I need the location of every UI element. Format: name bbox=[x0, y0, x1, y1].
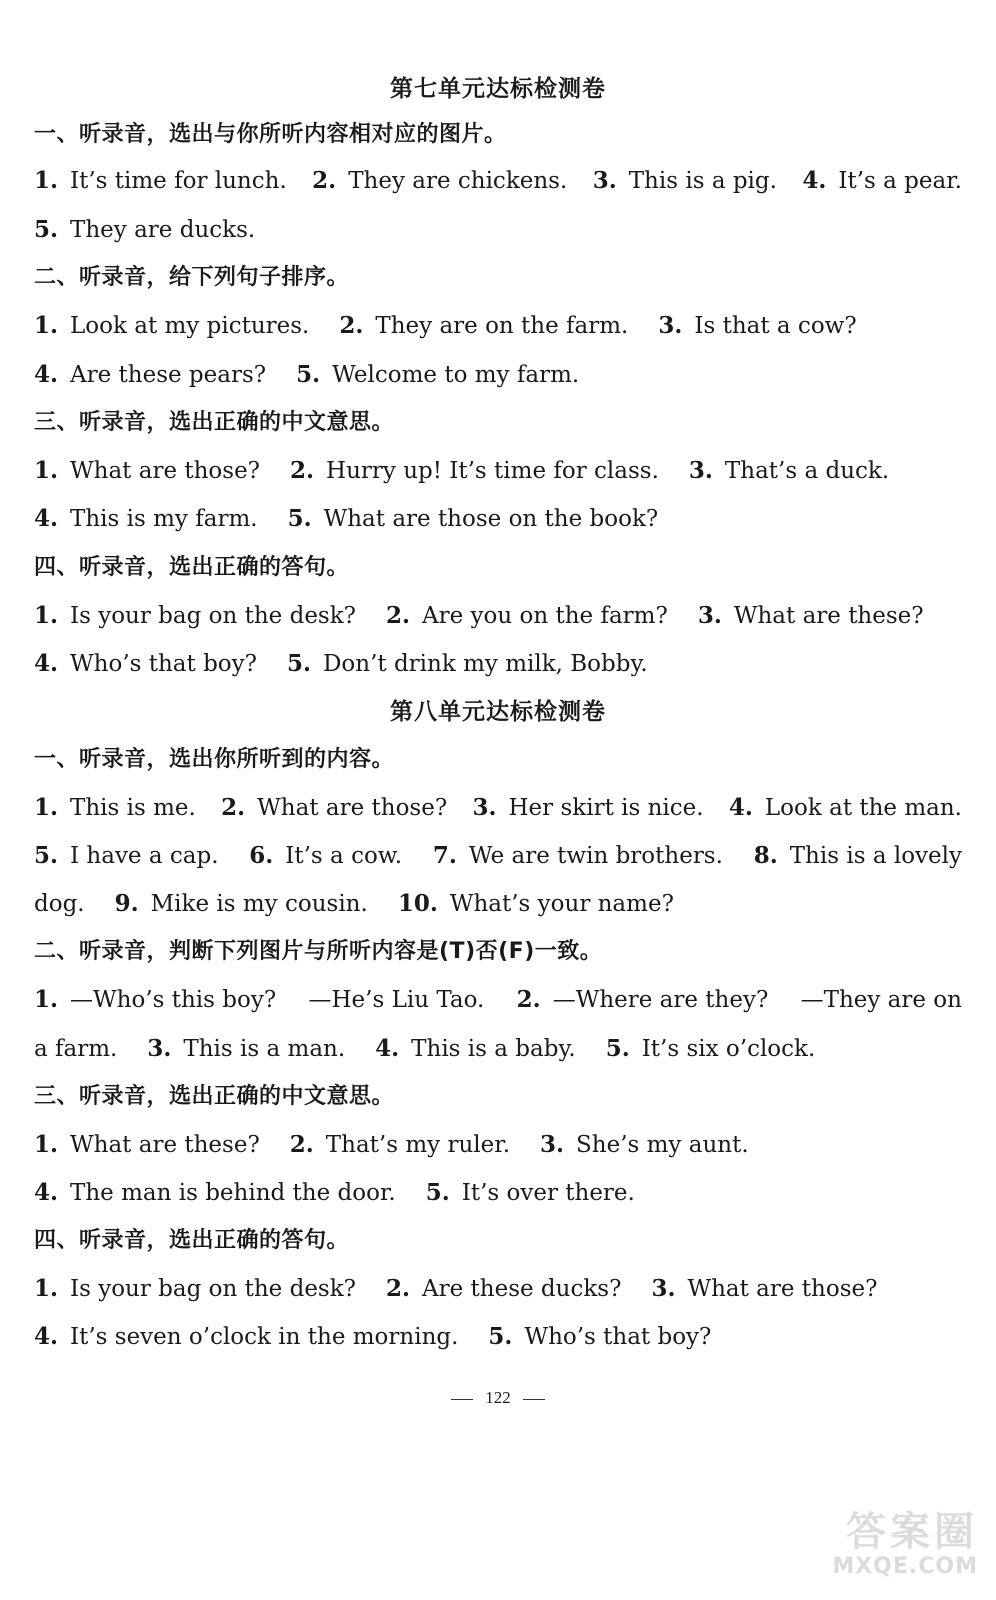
question-text: This is a pig. bbox=[628, 168, 777, 194]
question-item bbox=[34, 601, 356, 631]
u7-s2-line-2 bbox=[34, 360, 962, 390]
question-number: 5. bbox=[488, 1323, 513, 1350]
question-text: Don’t drink my milk, Bobby. bbox=[322, 651, 648, 677]
question-text: Are these pears? bbox=[70, 362, 267, 388]
question-text: This is a man. bbox=[183, 1036, 346, 1062]
question-item bbox=[34, 1130, 260, 1160]
question-text: They are ducks. bbox=[70, 217, 256, 243]
u7-s2-line-1 bbox=[34, 311, 962, 341]
u7-s4-line-1 bbox=[34, 601, 962, 631]
page-number-right-dash bbox=[523, 1399, 545, 1400]
question-text: —Who’s this boy? bbox=[70, 987, 277, 1013]
question-text: It’s seven o’clock in the morning. bbox=[70, 1324, 459, 1350]
question-text: What are those? bbox=[70, 458, 261, 484]
u8-s2-line-1 bbox=[34, 985, 962, 1015]
page-number bbox=[0, 1386, 996, 1410]
question-item bbox=[398, 889, 674, 919]
question-text: She’s my aunt. bbox=[576, 1132, 749, 1158]
question-number: 4. bbox=[728, 794, 753, 821]
question-text: I have a cap. bbox=[70, 843, 219, 869]
question-item bbox=[339, 311, 628, 341]
watermark-bottom-text: MXQE.COM bbox=[832, 1554, 978, 1579]
question-text: What are those? bbox=[687, 1276, 878, 1302]
question-text: Is that a cow? bbox=[694, 313, 857, 339]
question-text: Hurry up! It’s time for class. bbox=[326, 458, 659, 484]
question-text: Is your bag on the desk? bbox=[70, 1276, 356, 1302]
u7-section-1-heading: 一、听录音，选出与你所听内容相对应的图片。 bbox=[34, 122, 507, 147]
u7-s1-line-2 bbox=[34, 215, 962, 245]
question-text: —He’s Liu Tao. bbox=[308, 987, 485, 1013]
u8-s3-line-2 bbox=[34, 1178, 962, 1208]
question-item bbox=[698, 601, 924, 631]
question-number: 2. bbox=[312, 167, 337, 194]
question-text: Mike is my cousin. bbox=[150, 891, 368, 917]
question-text: What are those? bbox=[257, 795, 448, 821]
question-item bbox=[34, 456, 260, 486]
question-number: 4. bbox=[802, 167, 827, 194]
question-item bbox=[34, 841, 219, 871]
question-text: What are these? bbox=[733, 603, 924, 629]
question-item bbox=[287, 649, 648, 679]
question-number: 4. bbox=[375, 1035, 400, 1062]
question-text: —Where are they? bbox=[552, 987, 769, 1013]
watermark-logo bbox=[768, 1510, 978, 1590]
question-text: This is a baby. bbox=[411, 1036, 576, 1062]
question-item bbox=[34, 649, 257, 679]
question-number: 4. bbox=[34, 505, 59, 532]
question-item bbox=[658, 311, 856, 341]
unit-7-title: 第七单元达标检测卷 bbox=[390, 76, 606, 102]
watermark-top-text: 答案圈 bbox=[846, 1509, 978, 1555]
question-item bbox=[115, 889, 368, 919]
question-item bbox=[34, 311, 309, 341]
question-item bbox=[34, 166, 287, 196]
question-text: dog. bbox=[34, 891, 85, 917]
u8-section-1-heading: 一、听录音，选出你所听到的内容。 bbox=[34, 747, 395, 772]
question-number: 5. bbox=[296, 361, 321, 388]
question-number: 1. bbox=[34, 602, 59, 629]
question-item bbox=[689, 456, 889, 486]
question-text: What’s your name? bbox=[449, 891, 674, 917]
question-item bbox=[593, 166, 777, 196]
question-number: 1. bbox=[34, 167, 59, 194]
question-item bbox=[433, 841, 723, 871]
question-item bbox=[386, 1274, 621, 1304]
question-number: 2. bbox=[339, 312, 364, 339]
question-number: 7. bbox=[432, 842, 457, 869]
u7-s4-line-2 bbox=[34, 649, 962, 679]
u7-s3-line-2 bbox=[34, 504, 962, 534]
question-item bbox=[308, 985, 484, 1015]
question-number: 2. bbox=[221, 794, 246, 821]
question-number: 1. bbox=[34, 457, 59, 484]
u7-section-4-heading: 四、听录音，选出正确的答句。 bbox=[34, 555, 350, 580]
question-number: 4. bbox=[34, 1179, 59, 1206]
question-text: Is your bag on the desk? bbox=[70, 603, 356, 629]
question-text: It’s over there. bbox=[461, 1180, 635, 1206]
question-number: 2. bbox=[290, 457, 315, 484]
u8-section-3-heading: 三、听录音，选出正确的中文意思。 bbox=[34, 1084, 395, 1109]
question-text: We are twin brothers. bbox=[468, 843, 723, 869]
question-text: Are these ducks? bbox=[422, 1276, 622, 1302]
question-item bbox=[34, 1322, 458, 1352]
question-item bbox=[375, 1034, 576, 1064]
question-number: 2. bbox=[516, 986, 541, 1013]
question-item bbox=[290, 1130, 510, 1160]
question-text: —They are on bbox=[800, 987, 962, 1013]
question-number: 2. bbox=[289, 1131, 314, 1158]
question-number: 9. bbox=[114, 890, 139, 917]
u7-s3-line-1 bbox=[34, 456, 962, 486]
question-text: It’s a pear. bbox=[838, 168, 962, 194]
question-number: 3. bbox=[472, 794, 497, 821]
question-item bbox=[472, 793, 703, 823]
question-number: 2. bbox=[386, 602, 411, 629]
question-item bbox=[801, 985, 962, 1015]
question-item bbox=[754, 841, 962, 871]
question-number: 5. bbox=[34, 216, 59, 243]
question-text: They are on the farm. bbox=[375, 313, 629, 339]
question-text: That’s a duck. bbox=[724, 458, 890, 484]
question-text: Her skirt is nice. bbox=[508, 795, 704, 821]
question-item bbox=[249, 841, 402, 871]
question-text: Who’s that boy? bbox=[70, 651, 257, 677]
question-item bbox=[34, 1274, 356, 1304]
question-item bbox=[729, 793, 962, 823]
question-number: 3. bbox=[697, 602, 722, 629]
question-number: 5. bbox=[34, 842, 59, 869]
question-number: 3. bbox=[651, 1275, 676, 1302]
question-item bbox=[34, 1034, 117, 1064]
question-item bbox=[651, 1274, 877, 1304]
question-text: What are those on the book? bbox=[323, 506, 659, 532]
u8-s4-line-2 bbox=[34, 1322, 962, 1352]
question-number: 3. bbox=[592, 167, 617, 194]
u7-section-2-heading: 二、听录音，给下列句子排序。 bbox=[34, 265, 350, 290]
question-item bbox=[488, 1322, 711, 1352]
question-number: 5. bbox=[286, 650, 311, 677]
question-item bbox=[34, 215, 255, 245]
question-item bbox=[34, 793, 196, 823]
question-number: 1. bbox=[34, 1275, 59, 1302]
page-number-left-dash bbox=[451, 1399, 473, 1400]
question-item bbox=[34, 1178, 396, 1208]
unit-8-title: 第八单元达标检测卷 bbox=[390, 699, 606, 725]
question-number: 3. bbox=[688, 457, 713, 484]
question-item bbox=[802, 166, 962, 196]
question-item bbox=[517, 985, 769, 1015]
question-number: 5. bbox=[287, 505, 312, 532]
u8-s4-line-1 bbox=[34, 1274, 962, 1304]
question-number: 4. bbox=[34, 650, 59, 677]
question-number: 1. bbox=[34, 1131, 59, 1158]
u8-section-2-heading: 二、听录音，判断下列图片与所听内容是(T)否(F)一致。 bbox=[34, 939, 603, 964]
question-text: This is my farm. bbox=[70, 506, 258, 532]
question-number: 5. bbox=[605, 1035, 630, 1062]
u7-s1-line-1 bbox=[34, 166, 962, 196]
question-number: 6. bbox=[249, 842, 274, 869]
question-text: This is me. bbox=[70, 795, 196, 821]
u7-section-3-heading: 三、听录音，选出正确的中文意思。 bbox=[34, 410, 395, 435]
question-text: Welcome to my farm. bbox=[332, 362, 580, 388]
question-item bbox=[290, 456, 659, 486]
question-text: That’s my ruler. bbox=[325, 1132, 510, 1158]
question-number: 4. bbox=[34, 1323, 59, 1350]
question-item bbox=[34, 889, 85, 919]
u8-s1-line-2 bbox=[34, 841, 962, 871]
question-text: It’s six o’clock. bbox=[641, 1036, 816, 1062]
question-item bbox=[34, 985, 276, 1015]
question-number: 8. bbox=[753, 842, 778, 869]
question-text: Look at my pictures. bbox=[70, 313, 310, 339]
question-text: a farm. bbox=[34, 1036, 118, 1062]
question-text: It’s time for lunch. bbox=[70, 168, 287, 194]
question-item bbox=[288, 504, 659, 534]
question-text: What are these? bbox=[70, 1132, 260, 1158]
question-number: 3. bbox=[540, 1131, 565, 1158]
question-number: 4. bbox=[34, 361, 59, 388]
page-number-value: 122 bbox=[485, 1388, 511, 1407]
question-item bbox=[386, 601, 668, 631]
question-item bbox=[540, 1130, 749, 1160]
question-text: This is a lovely bbox=[789, 843, 962, 869]
question-item bbox=[312, 166, 567, 196]
question-text: Are you on the farm? bbox=[422, 603, 668, 629]
question-number: 5. bbox=[425, 1179, 450, 1206]
question-text: It’s a cow. bbox=[285, 843, 403, 869]
question-text: Look at the man. bbox=[764, 795, 962, 821]
question-item bbox=[34, 504, 258, 534]
question-text: They are chickens. bbox=[348, 168, 568, 194]
question-number: 2. bbox=[386, 1275, 411, 1302]
question-number: 3. bbox=[658, 312, 683, 339]
question-item bbox=[426, 1178, 635, 1208]
question-number: 3. bbox=[147, 1035, 172, 1062]
u8-s2-line-2 bbox=[34, 1034, 962, 1064]
question-item bbox=[606, 1034, 816, 1064]
u8-s1-line-3 bbox=[34, 889, 962, 919]
question-number: 1. bbox=[34, 312, 59, 339]
question-number: 10. bbox=[397, 890, 438, 917]
u8-s1-line-1 bbox=[34, 793, 962, 823]
question-item bbox=[147, 1034, 345, 1064]
u8-s3-line-1 bbox=[34, 1130, 962, 1160]
u8-section-4-heading: 四、听录音，选出正确的答句。 bbox=[34, 1228, 350, 1253]
question-number: 1. bbox=[34, 986, 59, 1013]
question-text: The man is behind the door. bbox=[70, 1180, 396, 1206]
question-item bbox=[34, 360, 266, 390]
question-item bbox=[296, 360, 579, 390]
question-item bbox=[221, 793, 447, 823]
question-number: 1. bbox=[34, 794, 59, 821]
question-text: Who’s that boy? bbox=[524, 1324, 712, 1350]
